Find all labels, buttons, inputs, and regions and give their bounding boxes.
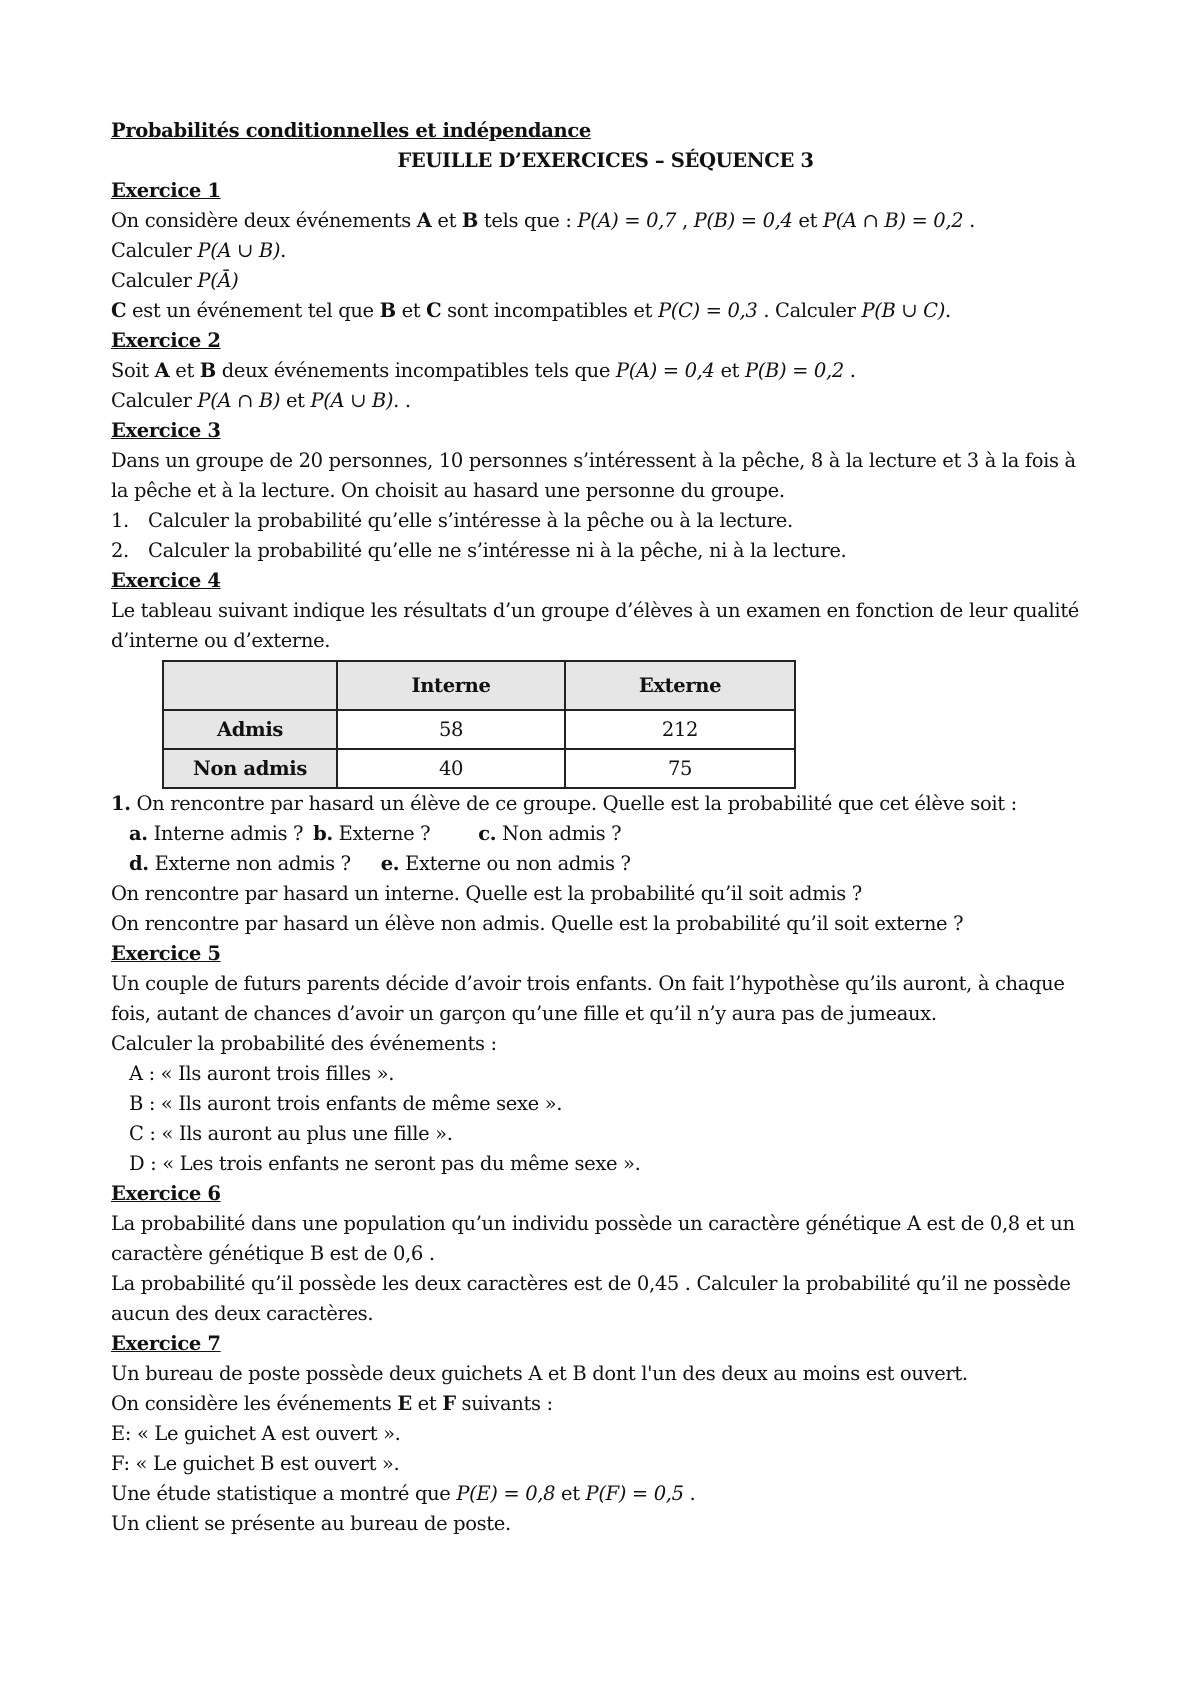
formula-p-b: P(B) = 0,2 <box>744 359 844 382</box>
formula-p-b: P(B) = 0,4 <box>693 209 793 232</box>
exercise-6-line-3: La probabilité qu’il possède les deux caractères est de 0,45 . Calculer la probabilité qu’il ne possède <box>111 1272 1071 1295</box>
exercise-3-question-1: 1. Calculer la probabilité qu’elle s’intéresse à la pêche ou à la lecture. <box>111 509 793 532</box>
formula-p-a-union-b: P(A ∪ B) <box>310 389 394 412</box>
exercise-7-line-6: Un client se présente au bureau de poste. <box>111 1512 511 1535</box>
table-row <box>163 710 795 749</box>
exercise-4-question-3: On rencontre par hasard un élève non admis. Quelle est la probabilité qu’il soit externe ? <box>111 912 964 935</box>
exercise-4-choices-de: d. Externe non admis ? e. Externe ou non admis ? <box>129 852 631 875</box>
formula-p-b-union-c: P(B ∪ C) <box>861 299 945 322</box>
exercise-1-title: Exercice 1 <box>111 179 221 202</box>
cell-non-admis-externe: 75 <box>565 749 795 788</box>
exercise-1-line-2: Calculer P(A ∪ B). <box>111 239 286 262</box>
exercise-7-line-2: On considère les événements E et F suivants : <box>111 1392 553 1415</box>
exercise-2-line-2: Calculer P(A ∩ B) et P(A ∪ B). . <box>111 389 411 412</box>
event-b: B : « Ils auront trois enfants de même sexe ». <box>129 1092 563 1115</box>
cell-non-admis-interne: 40 <box>337 749 565 788</box>
exercise-5-line-3: Calculer la probabilité des événements : <box>111 1032 497 1055</box>
table-corner-cell <box>163 661 337 710</box>
exercise-3-question-2: 2. Calculer la probabilité qu’elle ne s’intéresse ni à la pêche, ni à la lecture. <box>111 539 847 562</box>
exercise-2-line-1: Soit A et B deux événements incompatibles tels que P(A) = 0,4 et P(B) = 0,2 . <box>111 359 856 382</box>
event-e: E: « Le guichet A est ouvert ». <box>111 1422 401 1445</box>
row-header-admis: Admis <box>163 710 337 749</box>
exercise-1-line-1: On considère deux événements A et B tels que : P(A) = 0,7 , P(B) = 0,4 et P(A ∩ B) = 0,2 . <box>111 209 975 232</box>
formula-p-e: P(E) = 0,8 <box>456 1482 556 1505</box>
exercise-5-line-2: fois, autant de chances d’avoir un garçon qu’une fille et qu’il n’y aura pas de jumeaux. <box>111 1002 937 1025</box>
exercise-6-title: Exercice 6 <box>111 1182 221 1205</box>
formula-p-a-inter-b: P(A ∩ B) = 0,2 <box>822 209 964 232</box>
exercise-2-title: Exercice 2 <box>111 329 221 352</box>
exercise-3-title: Exercice 3 <box>111 419 221 442</box>
document-subtitle: FEUILLE D’EXERCICES – SÉQUENCE 3 <box>397 149 814 172</box>
exercise-7-title: Exercice 7 <box>111 1332 221 1355</box>
formula-p-a-inter-b: P(A ∩ B) <box>197 389 281 412</box>
formula-p-f: P(F) = 0,5 <box>585 1482 684 1505</box>
event-a: A : « Ils auront trois filles ». <box>129 1062 395 1085</box>
exercise-4-line-1: Le tableau suivant indique les résultats d’un groupe d’élèves à un examen en fonction de leur qualité <box>111 599 1079 622</box>
results-table <box>162 660 796 789</box>
exercise-5-title: Exercice 5 <box>111 942 221 965</box>
event-f: F: « Le guichet B est ouvert ». <box>111 1452 400 1475</box>
exercise-6-line-2: caractère génétique B est de 0,6 . <box>111 1242 435 1265</box>
formula-p-c: P(C) = 0,3 <box>657 299 758 322</box>
formula-p-a: P(A) = 0,7 <box>577 209 677 232</box>
exercise-5-line-1: Un couple de futurs parents décide d’avoir trois enfants. On fait l’hypothèse qu’ils auront, à chaque <box>111 972 1065 995</box>
formula-p-a: P(A) = 0,4 <box>615 359 715 382</box>
exercise-7-line-5: Une étude statistique a montré que P(E) = 0,8 et P(F) = 0,5 . <box>111 1482 696 1505</box>
table-row <box>163 749 795 788</box>
exercise-4-choices-abc: a. Interne admis ? b. Externe ? c. Non admis ? <box>129 822 622 845</box>
cell-admis-externe: 212 <box>565 710 795 749</box>
column-header-interne: Interne <box>337 661 565 710</box>
exercise-3-line-2: la pêche et à la lecture. On choisit au hasard une personne du groupe. <box>111 479 785 502</box>
exercise-4-question-1: 1. On rencontre par hasard un élève de ce groupe. Quelle est la probabilité que cet élève soit : <box>111 792 1017 815</box>
event-d: D : « Les trois enfants ne seront pas du même sexe ». <box>129 1152 641 1175</box>
formula-p-a-bar: P(Ā) <box>197 269 239 292</box>
row-header-non-admis: Non admis <box>163 749 337 788</box>
table-header-row <box>163 661 795 710</box>
exercise-6-line-1: La probabilité dans une population qu’un individu possède un caractère génétique A est de 0,8 et un <box>111 1212 1075 1235</box>
exercise-7-line-1: Un bureau de poste possède deux guichets A et B dont l'un des deux au moins est ouvert. <box>111 1362 968 1385</box>
event-c: C : « Ils auront au plus une fille ». <box>129 1122 453 1145</box>
exercise-4-title: Exercice 4 <box>111 569 221 592</box>
formula-p-a-union-b: P(A ∪ B) <box>197 239 281 262</box>
exercise-1-line-3: Calculer P(Ā) <box>111 269 239 292</box>
column-header-externe: Externe <box>565 661 795 710</box>
document-title: Probabilités conditionnelles et indépendance <box>111 119 591 142</box>
exercise-4-question-2: On rencontre par hasard un interne. Quelle est la probabilité qu’il soit admis ? <box>111 882 862 905</box>
exercise-4-line-2: d’interne ou d’externe. <box>111 629 331 652</box>
cell-admis-interne: 58 <box>337 710 565 749</box>
exercise-6-line-4: aucun des deux caractères. <box>111 1302 374 1325</box>
exercise-1-line-4: C est un événement tel que B et C sont incompatibles et P(C) = 0,3 . Calculer P(B ∪ C). <box>111 299 951 322</box>
exercise-3-line-1: Dans un groupe de 20 personnes, 10 personnes s’intéressent à la pêche, 8 à la lecture et 3 à la fois à <box>111 449 1076 472</box>
